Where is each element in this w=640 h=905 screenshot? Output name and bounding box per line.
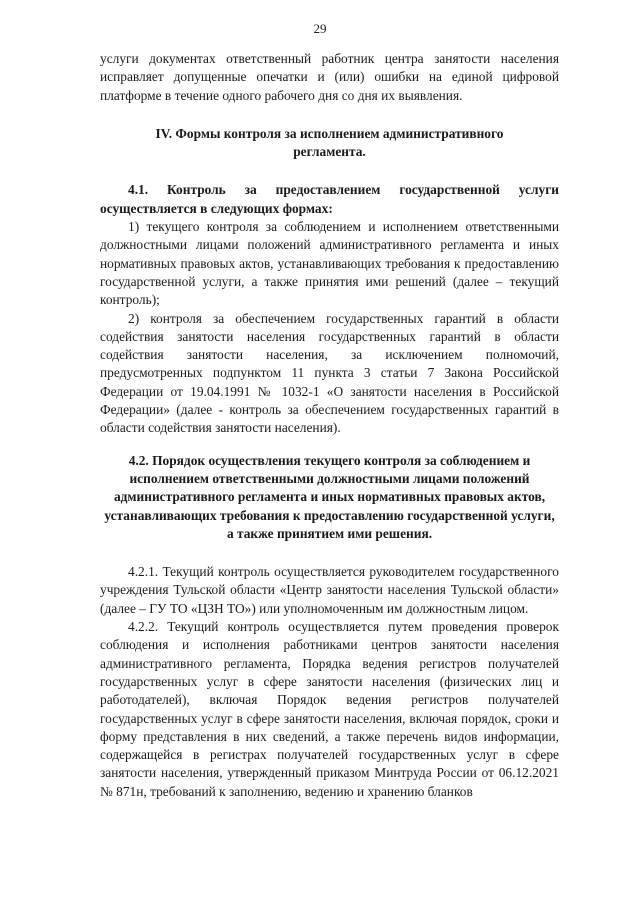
paragraph-continuation: услуги документах ответственный работник центра занятости населения исправляет допущенные опечатки и (или) ошибки на единой цифровой платформе в течение одного рабочего дня со дня их выявления. bbox=[100, 51, 559, 103]
list-item-1: 1) текущего контроля за соблюдением и исполнением ответственными должностными лицами положений административного регламента и иных нормативных правовых актов, устанавливающих требования к предоставлению государственной услуги, а также принятия ими решений (далее – текущий контроль); bbox=[100, 219, 559, 308]
document-body bbox=[100, 50, 559, 801]
list-item-2: 2) контроля за обеспечением государственных гарантий в области содействия занятости населения государственных гарантий в области содействия занятости населения, за исключением полномочий, предусмотренных подпунктом 11 пункта 3 статьи 7 Закона Российской Федерации от 19.04.1991 № 1032-1 «О занятости населения в Российской Федерации» (далее - контроль за обеспечением государственных гарантий в области содействия занятости населения). bbox=[100, 310, 559, 436]
page-number: 29 bbox=[313, 21, 327, 36]
section-heading-iv: IV. Формы контроля за исполнением административного регламента. bbox=[155, 125, 504, 160]
paragraph-4-2-1: 4.2.1. Текущий контроль осуществляется руководителем государственного учреждения Тульской области «Центр занятости населения Тульской области» (далее – ГУ ТО «ЦЗН ТО») или уполномоченным им должностным лицом. bbox=[100, 564, 559, 616]
subsection-heading-4-2: 4.2. Порядок осуществления текущего контроля за соблюдением и исполнением ответственными должностными лицами положений административного регламента и иных нормативных правовых актов, устанавливающих требования к предоставлению государственной услуги, а также принятием ими решения. bbox=[104, 452, 555, 541]
subsection-heading-4-1: 4.1. Контроль за предоставлением государственной услуги осуществляется в следующих формах: bbox=[100, 182, 559, 216]
paragraph-4-2-2: 4.2.2. Текущий контроль осуществляется путем проведения проверок соблюдения и исполнения работниками центров занятости населения административного регламента, Порядка ведения регистров получателей государственных услуг в сфере занятости населения (физических лиц и работодателей), включая Порядок ведения регистров получателей государственных услуг в сфере занятости населения, включая порядок, сроки и форму представления в них сведений, а также перечень видов информации, содержащейся в регистрах получателей государственных услуг в сфере занятости населения, утвержденный приказом Минтруда России от 06.12.2021 № 871н, требований к заполнению, ведению и хранению бланков bbox=[100, 619, 559, 799]
